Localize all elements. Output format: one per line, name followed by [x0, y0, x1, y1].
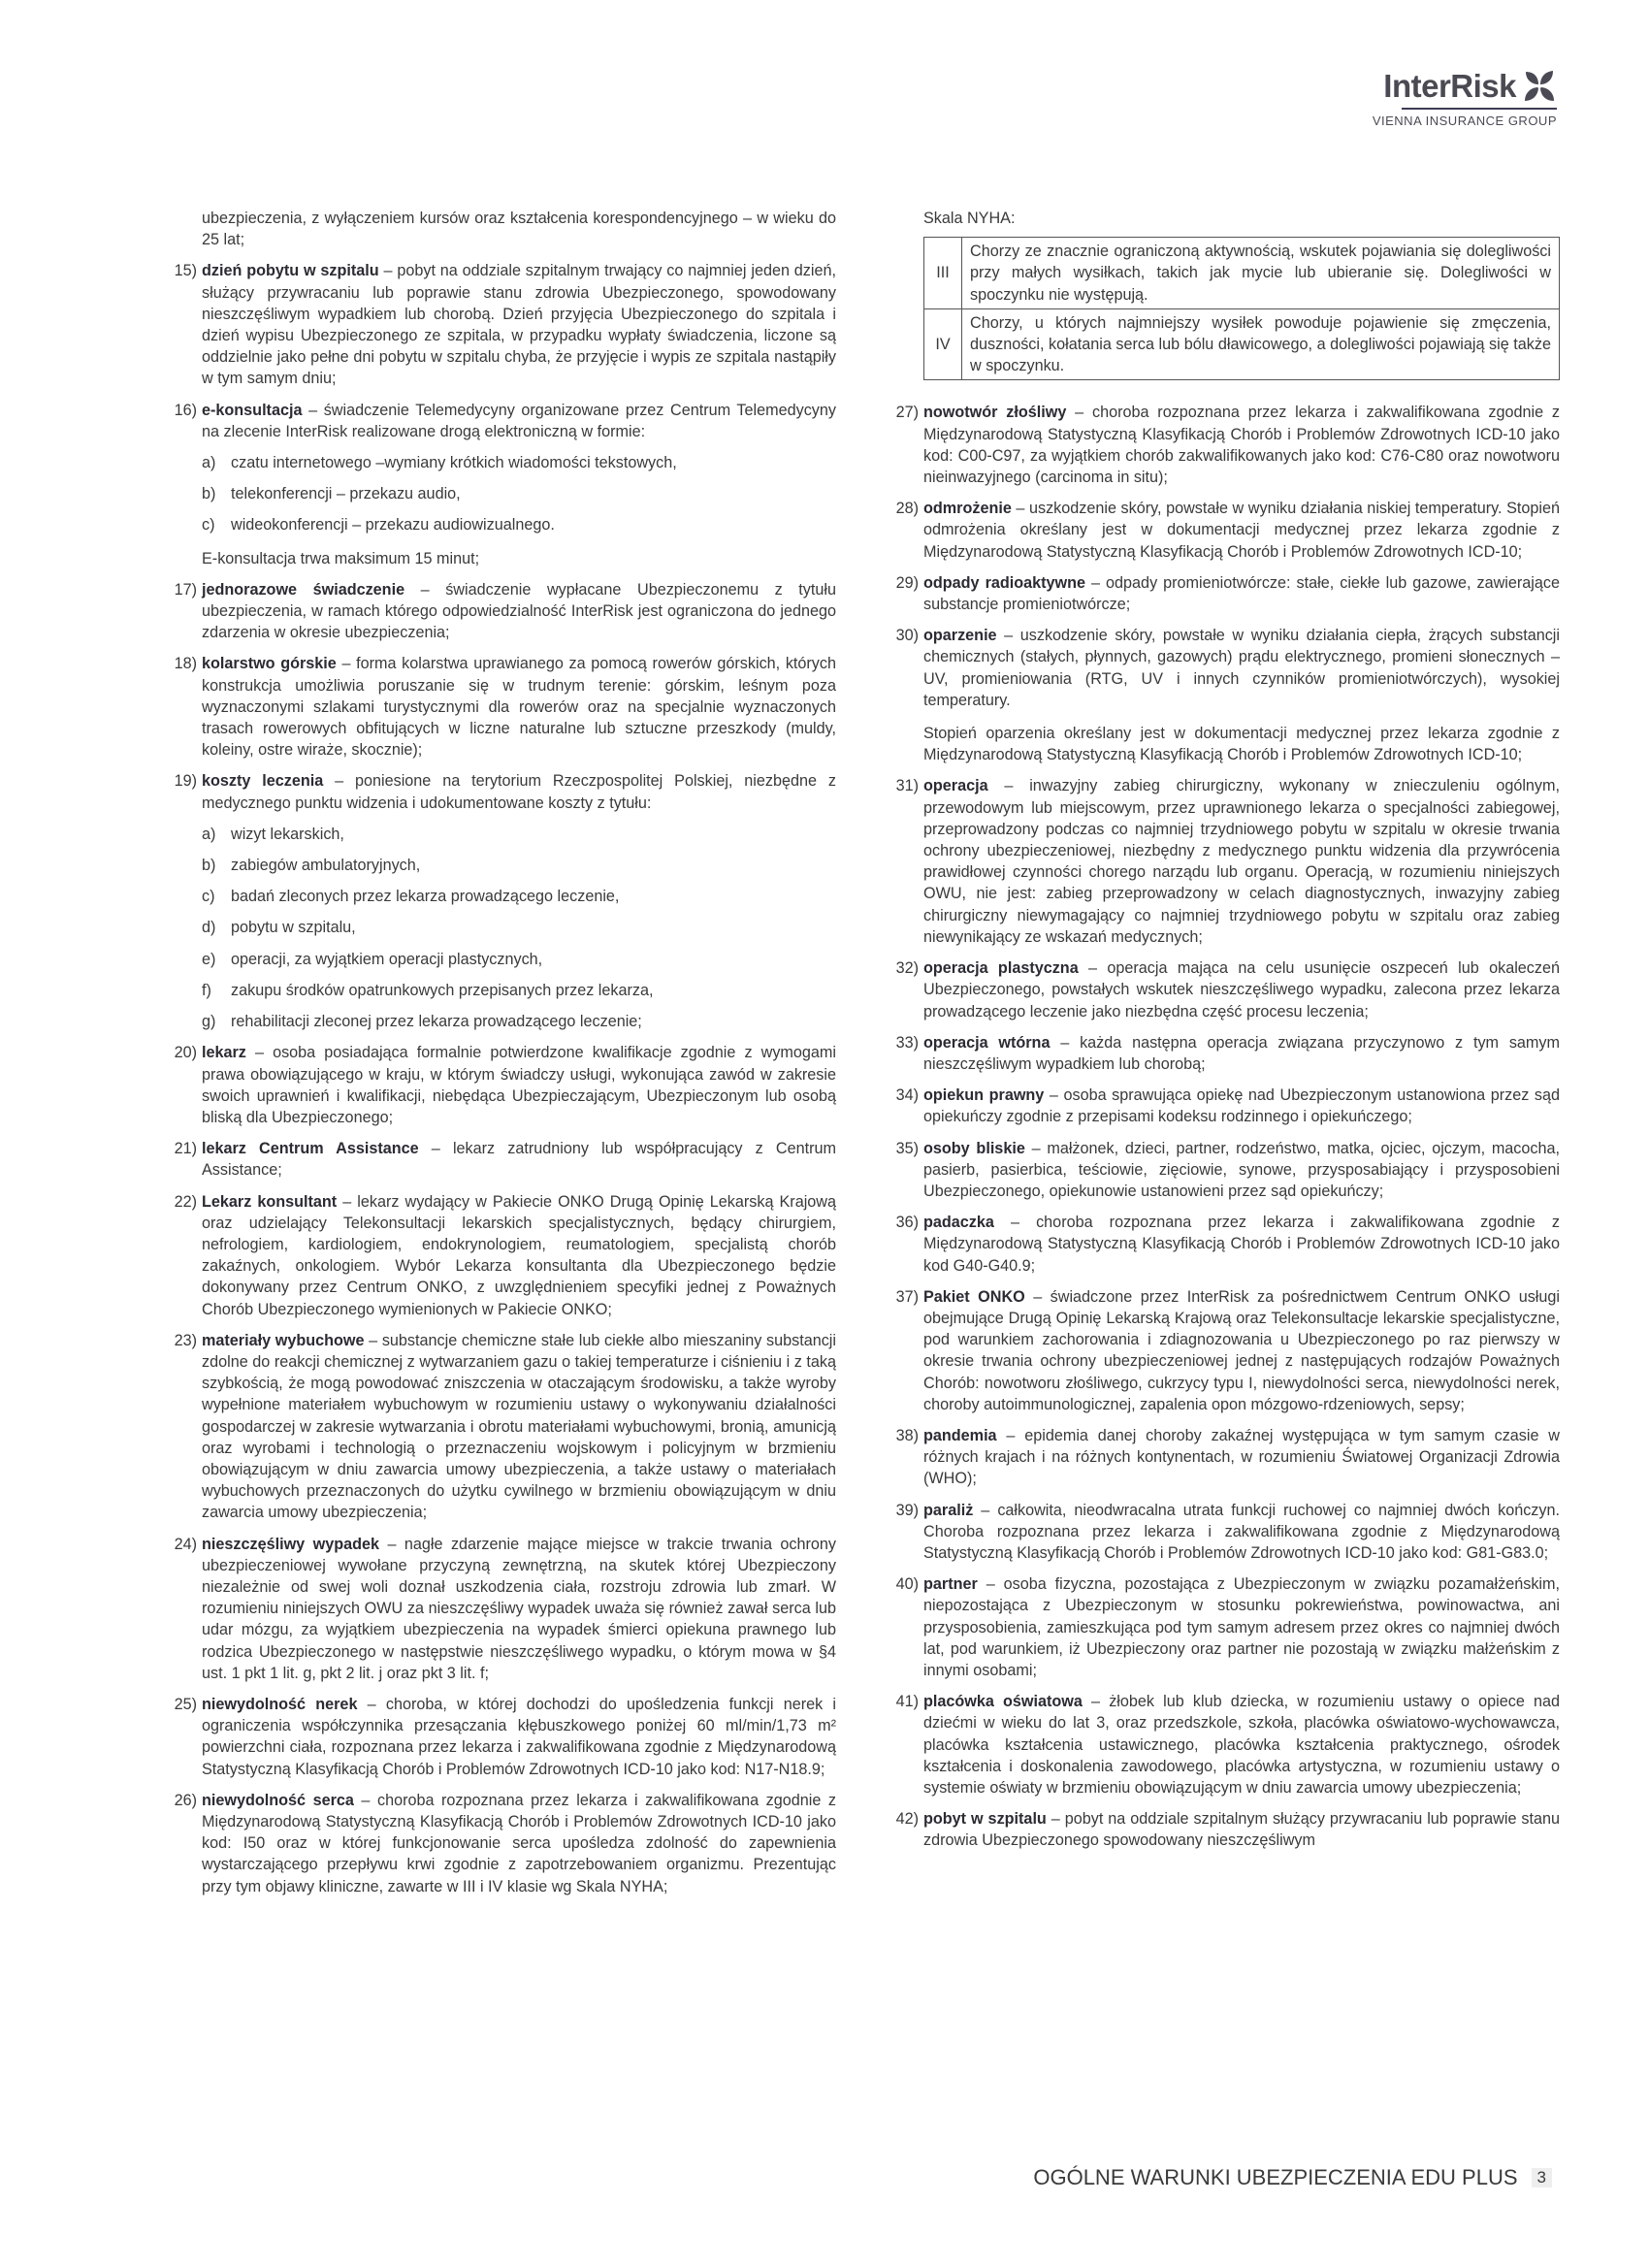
item-definition	[923, 625, 1560, 711]
defined-term: niewydolność nerek	[202, 1695, 358, 1713]
item-number: 19)	[174, 772, 197, 791]
item-body	[923, 402, 1560, 488]
item-definition	[202, 1330, 836, 1524]
item-number: 15)	[174, 262, 197, 280]
definition-text: – forma kolarstwa uprawianego za pomocą rowerów górskich, których konstrukcja umożliwia poruszanie się w trudnym terenie: górskim, leśnym poza wyznaczonymi szlakami turystycznymi dla rowerów oraz na specjalnie wyznaczonych trasach rowerowych obfitujących w liczne naturalne lub sztuczne przeszkody (muldy, koleiny, ostre wiraże, skocznie);	[202, 655, 836, 760]
definition-item	[887, 402, 1560, 488]
item-number: 17)	[174, 580, 197, 599]
sub-item-text: badań zleconych przez lekarza prowadzącego leczenie,	[231, 888, 620, 906]
defined-term: padaczka	[923, 1214, 994, 1232]
item-body	[202, 1534, 836, 1684]
sub-item-text: zabiegów ambulatoryjnych,	[231, 857, 421, 875]
definition-text: – małżonek, dzieci, partner, rodzeństwo, matka, ojciec, ojczym, macocha, pasierb, pasierbica, teściowie, zięciowie, synowe, przysposabiający i przysposobieni Ubezpieczonego, opiekunowie ustanowieni przez sąd opiekuńczy;	[923, 1139, 1561, 1200]
defined-term: e-konsultacja	[202, 401, 303, 419]
definition-item	[165, 770, 836, 1032]
defined-term: odpady radioaktywne	[923, 573, 1086, 592]
defined-term: materiały wybuchowe	[202, 1331, 365, 1349]
item-body	[923, 957, 1560, 1022]
item-definition	[202, 1042, 836, 1128]
item-number: 18)	[174, 655, 197, 673]
definition-item	[165, 1191, 836, 1320]
item-body	[923, 1425, 1560, 1490]
definition-text: – uszkodzenie skóry, powstałe w wyniku działania niskiej temperatury. Stopień odmrożenia określany jest w dokumentacji medycznej przez lekarza zgodnie z Międzynarodową Statystyczną Klasyfikacją Chorób i Problemów Zdrowotnych ICD-10;	[923, 500, 1560, 561]
defined-term: opiekun prawny	[923, 1086, 1045, 1105]
defined-term: operacja	[923, 777, 988, 795]
page-footer	[1033, 2165, 1552, 2190]
definition-text: – świadczenie wypłacane Ubezpieczonemu z tytułu ubezpieczenia, w ramach którego odpowiedzialność InterRisk jest ograniczona do jednego zdarzenia w okresie ubezpieczenia;	[202, 580, 836, 642]
item-number: 20)	[174, 1044, 197, 1062]
item-number: 41)	[895, 1693, 919, 1711]
item-body	[923, 1085, 1560, 1127]
sub-item	[202, 824, 836, 845]
definition-text: – świadczenie Telemedycyny organizowane przez Centrum Telemedycyny na zlecenie InterRisk realizowane drogą elektroniczną w formie:	[202, 401, 836, 440]
item-body	[923, 1500, 1560, 1565]
item-number: 30)	[895, 627, 919, 645]
definition-text: – pobyt na oddziale szpitalnym służący przywracaniu lub poprawie stanu zdrowia Ubezpieczonego spowodowany nieszczęśliwym	[923, 1810, 1561, 1850]
sub-item-letter: a)	[202, 825, 216, 843]
definition-item	[165, 260, 836, 389]
item-body	[202, 260, 836, 389]
item-body	[923, 572, 1560, 615]
sub-item-text: wideokonferencji – przekazu audiowizualnego.	[231, 516, 555, 535]
item-number: 33)	[895, 1033, 919, 1052]
item-definition	[202, 260, 836, 389]
nyha-description: Chorzy ze znacznie ograniczoną aktywnością, wskutek pojawiania się dolegliwości przy małych wysiłkach, takich jak mycie lub ubieranie się. Dolegliwości w spoczynku nie występują.	[962, 238, 1560, 309]
item-number: 28)	[895, 500, 919, 518]
item-number: 36)	[895, 1214, 919, 1232]
continuation-text: ubezpieczenia, z wyłączeniem kursów oraz kształcenia korespondencyjnego – w wieku do 25 lat;	[202, 210, 836, 249]
definition-item	[165, 653, 836, 761]
definition-item	[887, 1425, 1560, 1490]
item-body	[923, 625, 1560, 765]
defined-term: operacja plastyczna	[923, 959, 1079, 978]
butterfly-icon	[1522, 69, 1557, 104]
sub-item-text: rehabilitacji zleconej przez lekarza prowadzącego leczenie;	[231, 1013, 642, 1031]
defined-term: kolarstwo górskie	[202, 655, 337, 673]
sub-item-letter: c)	[202, 888, 215, 906]
item-number: 39)	[895, 1501, 919, 1519]
definition-item	[887, 1138, 1560, 1203]
item-number: 38)	[895, 1426, 919, 1444]
nyha-row	[924, 238, 1560, 309]
item-body	[202, 1138, 836, 1181]
definition-item	[165, 400, 836, 569]
sub-item	[202, 452, 836, 473]
item-body	[202, 770, 836, 1032]
defined-term: koszty leczenia	[202, 772, 324, 791]
sub-item	[202, 886, 836, 907]
defined-term: pobyt w szpitalu	[923, 1810, 1047, 1829]
item-number: 35)	[895, 1139, 919, 1157]
document-title: OGÓLNE WARUNKI UBEZPIECZENIA EDU PLUS	[1033, 2165, 1518, 2189]
item-number: 25)	[174, 1695, 197, 1713]
definition-item	[165, 1790, 836, 1897]
sub-item-letter: a)	[202, 454, 216, 472]
item-note: Stopień oparzenia określany jest w dokumentacji medycznej przez lekarza zgodnie z Międzynarodową Statystyczną Klasyfikacją Chorób i Problemów Zdrowotnych ICD-10;	[923, 725, 1560, 764]
item-body	[202, 1790, 836, 1897]
definition-item	[887, 1212, 1560, 1277]
item-number: 26)	[174, 1791, 197, 1809]
item-definition	[923, 1085, 1560, 1127]
definition-item	[887, 1573, 1560, 1681]
definition-text: – choroba, w której dochodzi do upośledzenia funkcji nerek i ograniczenia współczynnika przesączania kłębuszkowego poniżej 60 ml/min/1,73 m² powierzchni ciała, rozpoznana przez lekarza i zakwalifikowana zgodnie z Międzynarodową Statystyczną Klasyfikacją Chorób i Problemów Zdrowotnych ICD-10 jako kod: N17-N18.9;	[202, 1695, 836, 1778]
definition-text: – całkowita, nieodwracalna utrata funkcji ruchowej co najmniej dwóch kończyn. Choroba rozpoznana przez lekarza i zakwalifikowana zgodnie z Międzynarodową Statystyczną Klasyfikacją Chorób i Problemów Zdrowotnych ICD-10 jako kod: G81-G83.0;	[923, 1501, 1560, 1562]
definition-text: – operacja mająca na celu usunięcie oszpeceń lub okaleczeń Ubezpieczonego, powstałych wskutek nieszczęśliwego wypadku, zalecona przez lekarza prowadzącego leczenie jako niezbędna część procesu leczenia;	[923, 959, 1560, 1021]
defined-term: dzień pobytu w szpitalu	[202, 262, 379, 280]
sub-item	[202, 855, 836, 876]
definition-text: – poniesione na terytorium Rzeczpospolitej Polskiej, niezbędne z medycznego punktu widzenia i udokumentowane koszty z tytułu:	[202, 772, 836, 812]
item-definition	[923, 1425, 1560, 1490]
definition-text: – lekarz wydający w Pakiecie ONKO Drugą Opinię Lekarską Krajową oraz udzielający Telekonsultacji lekarskich specjalistycznych, będący chirurgiem, nefrologiem, kardiologiem, endokrynologiem, reumatologiem, specjalistą chorób zakaźnych, onkologiem. Wybór Lekarza konsultanta dla Ubezpieczonego będzie dokonywany przez Centrum ONKO, z uwzględnieniem specyfiki jednej z Poważnych Chorób Ubezpieczonego wymienionych w Pakiecie ONKO;	[202, 1192, 836, 1318]
item-number: 31)	[895, 777, 919, 795]
item-definition	[923, 498, 1560, 563]
definition-item	[887, 1808, 1560, 1851]
item-definition	[202, 1191, 836, 1320]
logo-name: InterRisk	[1383, 68, 1516, 104]
item-body	[923, 1691, 1560, 1798]
item-body	[202, 1042, 836, 1128]
definition-item	[165, 1042, 836, 1128]
sub-item-letter: b)	[202, 857, 216, 875]
defined-term: paraliż	[923, 1501, 974, 1519]
item-body	[202, 1330, 836, 1524]
item-body	[202, 1694, 836, 1780]
definition-text: – epidemia danej choroby zakaźnej występująca w tym samym czasie w różnych krajach i na różnych kontynentach, w rozumieniu Światowej Organizacji Zdrowia (WHO);	[923, 1426, 1560, 1488]
definition-item	[165, 579, 836, 644]
item-number: 27)	[895, 404, 919, 422]
definition-text: – lekarz zatrudniony lub współpracujący z Centrum Assistance;	[202, 1140, 836, 1180]
item-body	[923, 1138, 1560, 1203]
definition-item	[887, 1085, 1560, 1127]
item-body	[202, 579, 836, 644]
defined-term: nowotwór złośliwy	[923, 404, 1067, 422]
item-definition	[202, 1138, 836, 1181]
definition-text: – każda następna operacja związana przyczynowo z tym samym nieszczęśliwym wypadkiem lub chorobą;	[923, 1033, 1560, 1073]
item-note: E-konsultacja trwa maksimum 15 minut;	[202, 549, 480, 567]
item-body	[923, 1212, 1560, 1277]
left-column	[165, 208, 836, 1907]
defined-term: Lekarz konsultant	[202, 1192, 338, 1211]
sub-item	[202, 949, 836, 970]
item-number: 40)	[895, 1575, 919, 1594]
definition-text: – osoba sprawująca opiekę nad Ubezpieczonym ustanowiona przez sąd opiekuńczy zgodnie z przepisami kodeksu rodzinnego i opiekuńczego;	[923, 1086, 1560, 1126]
sub-item-text: zakupu środków opatrunkowych przepisanych przez lekarza,	[231, 981, 654, 999]
item-body	[923, 498, 1560, 563]
item-body	[923, 1286, 1560, 1415]
item-number: 42)	[895, 1810, 919, 1829]
sub-item-letter: f)	[202, 981, 211, 999]
nyha-row	[924, 308, 1560, 380]
definition-text: – inwazyjny zabieg chirurgiczny, wykonany w znieczuleniu ogólnym, przewodowym lub miejscowym, przez uprawnionego lekarza o specjalności zabiegowej, przeprowadzony podczas co najmniej trzydniowego pobytu w szpitalu w okresie trwania ochrony ubezpieczeniowej, niezbędny z medycznego punktu widzenia dla przywrócenia prawidłowej czynności chorego narządu lub organu. Operacją, w rozumieniu niniejszych OWU, nie jest: zabieg przeprowadzony w celach diagnostycznych, inwazyjny zabieg chirurgiczny niewymagający co najmniej trzydniowego pobytu w szpitalu oraz zabieg niewynikający ze wskazań medycznych;	[923, 777, 1560, 946]
item-number: 34)	[895, 1086, 919, 1105]
defined-term: lekarz Centrum Assistance	[202, 1140, 419, 1158]
definition-item	[887, 957, 1560, 1022]
sub-item-letter: g)	[202, 1013, 216, 1031]
item-definition	[923, 1808, 1560, 1851]
sub-item-text: czatu internetowego –wymiany krótkich wiadomości tekstowych,	[231, 454, 677, 472]
item-number: 24)	[174, 1535, 197, 1553]
item-definition	[923, 957, 1560, 1022]
definition-item	[887, 1691, 1560, 1798]
item-definition	[923, 572, 1560, 615]
definition-item	[887, 1500, 1560, 1565]
defined-term: nieszczęśliwy wypadek	[202, 1535, 379, 1553]
defined-term: operacja wtórna	[923, 1033, 1051, 1052]
definition-item	[887, 498, 1560, 563]
defined-term: niewydolność serca	[202, 1791, 354, 1809]
item-body	[923, 775, 1560, 948]
item-definition	[202, 1790, 836, 1897]
item-definition	[923, 1500, 1560, 1565]
defined-term: odmrożenie	[923, 500, 1012, 518]
defined-term: lekarz	[202, 1044, 246, 1062]
definition-item	[887, 625, 1560, 765]
sub-item	[202, 917, 836, 938]
sub-item-text: wizyt lekarskich,	[231, 825, 344, 843]
defined-term: oparzenie	[923, 627, 997, 645]
definition-text: – substancje chemiczne stałe lub ciekłe albo mieszaniny substancji zdolne do reakcji chemicznej z wytwarzaniem gazu o takiej temperaturze i ciśnieniu i z taką szybkością, że mogą powodować zniszczenia w otaczającym środowisku, a także wyroby wypełnione materiałem wybuchowym w rozumieniu ustawy o wykonywaniu działalności gospodarczej w zakresie wytwarzania i obrotu materiałami wybuchowymi, bronią, amunicją oraz wyrobami i technologią o przeznaczeniu wojskowym i policyjnym w brzmieniu obowiązującym w dniu zawarcia umowy ubezpieczenia, a także ustawy o materiałach wybuchowych przeznaczonych do użytku cywilnego w brzmieniu obowiązującym w dniu zawarcia umowy ubezpieczenia;	[202, 1331, 836, 1522]
defined-term: jednorazowe świadczenie	[202, 580, 405, 599]
item-body	[202, 653, 836, 761]
definition-text: – nagłe zdarzenie mające miejsce w trakcie trwania ochrony ubezpieczeniowej wywołane przyczyną zewnętrzną, na skutek której Ubezpieczony niezależnie od swej woli doznał uszkodzenia ciała, rozstroju zdrowia lub zmarł. W rozumieniu niniejszych OWU za nieszczęśliwy wypadek uważa się również zawał serca lub udar mózgu, za wyjątkiem ubezpieczenia na wypadek śmierci opiekuna prawnego lub rodzica Ubezpieczonego w następstwie nieszczęśliwego wypadku, o którym mowa w §4 ust. 1 pkt 1 lit. g, pkt 2 lit. j oraz pkt 3 lit. f;	[202, 1535, 836, 1682]
sub-item-letter: b)	[202, 485, 216, 503]
defined-term: Pakiet ONKO	[923, 1287, 1025, 1306]
nyha-class: III	[924, 238, 962, 309]
item-definition	[923, 1286, 1560, 1415]
definition-item	[887, 1286, 1560, 1415]
defined-term: partner	[923, 1575, 978, 1594]
right-column	[887, 208, 1560, 1862]
item-definition	[923, 1691, 1560, 1798]
item-body	[923, 1808, 1560, 1851]
item-definition	[202, 579, 836, 644]
definition-text: – pobyt na oddziale szpitalnym trwający co najmniej jeden dzień, służący przywracaniu lub poprawie stanu zdrowia Ubezpieczonego, spowodowany nieszczęśliwym wypadkiem lub chorobą. Dzień przyjęcia Ubezpieczonego do szpitala i dzień wypisu Ubezpieczonego ze szpitala, w przypadku wypłaty świadczenia, liczone są oddzielnie jako pełne dni pobytu w szpitalu chyba, że przyjęcie i wypis ze szpitala nastąpiły w tym samym dniu;	[202, 262, 836, 388]
definition-text: – choroba rozpoznana przez lekarza i zakwalifikowana zgodnie z Międzynarodową Statystyczną Klasyfikacją Chorób i Problemów Zdrowotnych ICD-10 jako kod: I50 oraz w której funkcjonowanie serca upośledza zdolność do zapewnienia wystarczającego przepływu krwi zgodnie z zapotrzebowaniem organizmu. Prezentując przy tym objawy kliniczne, zawarte w III i IV klasie wg Skala NYHA;	[202, 1791, 836, 1895]
item-definition	[202, 1534, 836, 1684]
defined-term: osoby bliskie	[923, 1139, 1025, 1157]
definition-item	[887, 572, 1560, 615]
definition-text: – świadczone przez InterRisk za pośrednictwem Centrum ONKO usługi obejmujące Drugą Opinię Lekarską Krajową oraz Telekonsultacje lekarskie specjalistyczne, pod warunkiem zachorowania i zdiagnozowania u Ubezpieczonego po raz pierwszy w okresie trwania ochrony ubezpieczeniowej jednej z następujących rodzajów Poważnych Chorób: nowotworu złośliwego, cukrzycy typu I, niewydolności serca, niewydolności nerek, choroby autoimmunologicznej, zapalenia opon mózgowo-rdzeniowych, sepsy;	[923, 1287, 1560, 1413]
logo-subtitle: VIENNA INSURANCE GROUP	[1372, 113, 1557, 128]
sub-item	[202, 514, 836, 535]
sub-item-letter: e)	[202, 950, 216, 968]
defined-term: placówka oświatowa	[923, 1693, 1083, 1711]
definition-text: – osoba fizyczna, pozostająca z Ubezpieczonym w związku pozamałżeńskim, niepozostająca z Ubezpieczonym w stosunku pokrewieństwa, powinowactwa, ani przysposobienia, zamieszkująca pod tym samym adresem przez okres co najmniej dwóch lat, pod warunkiem, iż Ubezpieczony oraz partner nie pozostają w związku małżeńskim z innymi osobami;	[923, 1575, 1560, 1679]
item-definition	[923, 1573, 1560, 1681]
definition-item	[165, 1694, 836, 1780]
definition-item	[165, 1138, 836, 1181]
definition-text: – żłobek lub klub dziecka, w rozumieniu ustawy o opiece nad dziećmi w wieku do lat 3, oraz przedszkole, szkoła, placówka oświatowo-wychowawcza, placówka kształcenia ustawicznego, placówka kształcenia praktycznego, ośrodek kształcenia i doskonalenia zawodowego, placówka artystyczna, w rozumieniu ustawy o systemie oświaty w brzmieniu obowiązującym w dniu zawarcia umowy ubezpieczenia;	[923, 1693, 1560, 1797]
definition-text: – odpady promieniotwórcze: stałe, ciekłe lub gazowe, zawierające substancje promieniotwórcze;	[923, 573, 1560, 614]
definition-item	[165, 1330, 836, 1524]
item-number: 23)	[174, 1331, 197, 1349]
item-number: 22)	[174, 1192, 197, 1211]
item-definition	[923, 1138, 1560, 1203]
defined-term: pandemia	[923, 1426, 997, 1444]
definition-item	[887, 775, 1560, 948]
item-definition	[202, 1694, 836, 1780]
item-definition	[202, 770, 836, 813]
sub-item-text: pobytu w szpitalu,	[231, 919, 356, 937]
item-definition	[923, 775, 1560, 948]
sub-item-text: operacji, za wyjątkiem operacji plastycznych,	[231, 950, 543, 968]
item-number: 29)	[895, 573, 919, 592]
item-number: 21)	[174, 1140, 197, 1158]
item-definition	[923, 1212, 1560, 1277]
logo-divider	[1402, 108, 1557, 110]
company-logo	[1363, 68, 1557, 128]
item-body	[202, 400, 836, 569]
sub-item-text: telekonferencji – przekazu audio,	[231, 485, 461, 503]
item-number: 37)	[895, 1287, 919, 1306]
item-definition	[923, 1032, 1560, 1075]
item-number: 32)	[895, 959, 919, 978]
nyha-class: IV	[924, 308, 962, 380]
sub-item	[202, 483, 836, 504]
sub-item-letter: d)	[202, 919, 216, 937]
definition-item	[887, 1032, 1560, 1075]
definition-item	[165, 1534, 836, 1684]
item-definition	[202, 400, 836, 442]
definition-text: – uszkodzenie skóry, powstałe w wyniku działania ciepła, żrących substancji chemicznych (stałych, płynnych, gazowych) prądu elektrycznego, promieni słonecznych – UV, promieniowania (RTG, UV i innych czynników promieniotwórczych), wysokiej temperatury.	[923, 627, 1560, 709]
definition-text: – choroba rozpoznana przez lekarza i zakwalifikowana zgodnie z Międzynarodową Statystyczną Klasyfikacją Chorób i Problemów Zdrowotnych ICD-10 jako kod G40-G40.9;	[923, 1214, 1560, 1275]
item-body	[923, 1032, 1560, 1075]
sub-item	[202, 1011, 836, 1032]
nyha-label: Skala NYHA:	[923, 210, 1016, 227]
definition-text: – choroba rozpoznana przez lekarza i zakwalifikowana zgodnie z Międzynarodową Statystyczną Klasyfikacją Chorób i Problemów Zdrowotnych ICD-10 jako kod: C00-C97, za wyjątkiem chorób zakwalifikowanych jako kod: C76-C80 oraz nowotworu nieinwazyjnego (carcinoma in situ);	[923, 404, 1560, 487]
page-number: 3	[1532, 2168, 1552, 2187]
item-body	[202, 1191, 836, 1320]
item-definition	[202, 653, 836, 761]
sub-item-letter: c)	[202, 516, 215, 535]
definition-text: – osoba posiadająca formalnie potwierdzone kwalifikacje zgodnie z wymogami prawa obowiązującego w kraju, w którym świadczy usługi, wykonująca zawód w zakresie swoich uprawnień i kwalifikacji, niebędąca Ubezpieczającym, Ubezpieczonym lub osobą bliską dla Ubezpieczonego;	[202, 1044, 836, 1126]
item-number: 16)	[174, 401, 197, 419]
nyha-table	[923, 237, 1560, 380]
sub-item	[202, 980, 836, 1001]
item-body	[923, 1573, 1560, 1681]
item-definition	[923, 402, 1560, 488]
nyha-description: Chorzy, u których najmniejszy wysiłek powoduje pojawienie się zmęczenia, duszności, kołatania serca lub bólu dławicowego, a dolegliwości pojawiają się także w spoczynku.	[962, 308, 1560, 380]
